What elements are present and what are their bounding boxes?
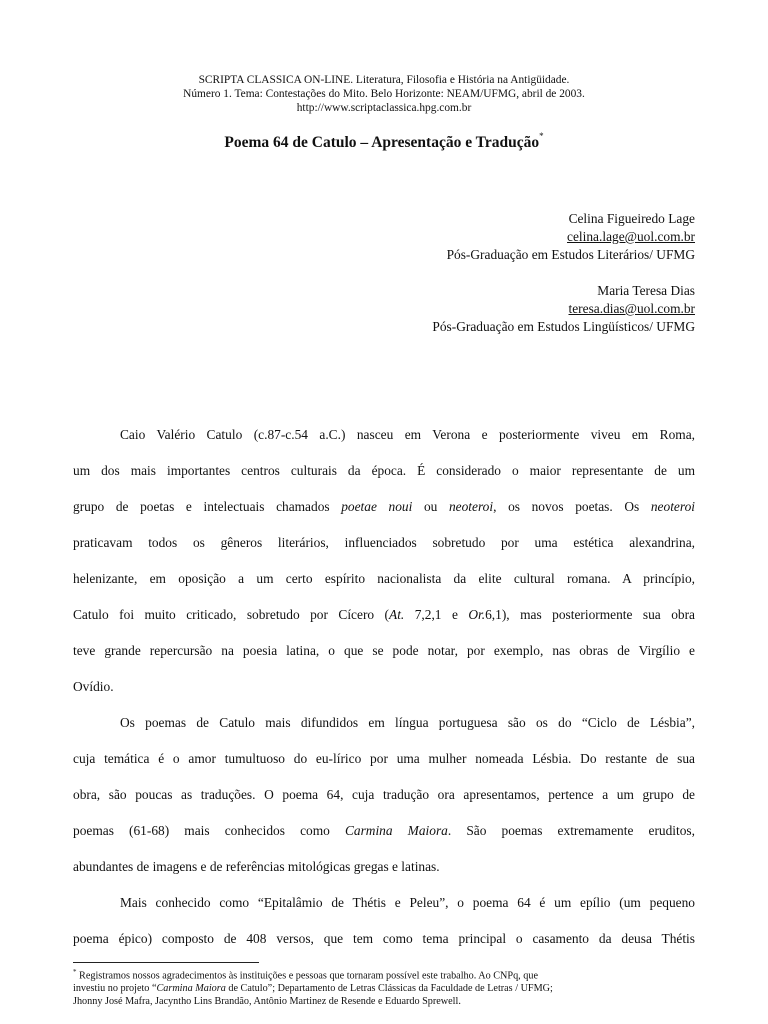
text-line: helenizante, em oposição a um certo espírito nacionalista da elite cultural romana. A princípio, bbox=[73, 571, 695, 586]
author-email-link[interactable]: teresa.dias@uol.com.br bbox=[568, 301, 695, 316]
header-line-2: Número 1. Tema: Contestações do Mito. Belo Horizonte: NEAM/UFMG, abril de 2003. bbox=[183, 88, 585, 100]
author-email-link[interactable]: celina.lage@uol.com.br bbox=[567, 229, 695, 244]
footnote-line: investiu no projeto “Carmina Maiora de Catulo”; Departamento de Letras Clássicas da Faculdade de Letras / UFMG; bbox=[73, 983, 553, 995]
text-line: poema épico) composto de 408 versos, que tem como tema principal o casamento da deusa Thétis bbox=[73, 931, 695, 946]
text-line: um dos mais importantes centros culturais da época. É considerado o maior representante de um bbox=[73, 463, 695, 478]
text-line: Caio Valério Catulo (c.87-c.54 a.C.) nasceu em Verona e posteriormente viveu em Roma, bbox=[120, 427, 695, 442]
footnote-line: * Registramos nossos agradecimentos às instituições e pessoas que tornaram possível este trabalho. Ao CNPq, que bbox=[73, 968, 538, 982]
text-line: Catulo foi muito criticado, sobretudo por Cícero (At. 7,2,1 e Or.6,1), mas posteriormente sua obra bbox=[73, 607, 696, 622]
text-line: Mais conhecido como “Epitalâmio de Thétis e Peleu”, o poema 64 é um epílio (um pequeno bbox=[120, 895, 695, 910]
text-line: teve grande repercursão na poesia latina, o que se pode notar, por exemplo, nas obras de Virgílio e bbox=[73, 643, 695, 658]
footnote-divider bbox=[73, 962, 259, 963]
footnote-line: Jhonny José Mafra, Jacyntho Lins Brandão, Antônio Martinez de Resende e Eduardo Sprewell. bbox=[73, 996, 461, 1008]
text-line: obra, são poucas as traduções. O poema 64, cuja tradução ora apresentamos, pertence a um grupo de bbox=[73, 787, 695, 802]
title-text: Poema 64 de Catulo – Apresentação e Tradução bbox=[224, 134, 540, 151]
text-line: grupo de poetas e intelectuais chamados poetae noui ou neoteroi, os novos poetas. Os neoteroi bbox=[73, 499, 695, 514]
text-line: poemas (61-68) mais conhecidos como Carmina Maiora. São poemas extremamente eruditos, bbox=[73, 823, 695, 838]
journal-header bbox=[0, 73, 768, 115]
author-name: Maria Teresa Dias bbox=[597, 283, 695, 298]
footnote-marker: * bbox=[73, 968, 77, 976]
title-footnote-marker[interactable]: * bbox=[539, 131, 544, 141]
author-list bbox=[432, 210, 695, 354]
author-block bbox=[432, 282, 695, 336]
paragraph-3 bbox=[73, 885, 695, 957]
paragraph-1 bbox=[73, 417, 695, 705]
author-block bbox=[432, 210, 695, 264]
author-affiliation: Pós-Graduação em Estudos Lingüísticos/ UFMG bbox=[432, 319, 695, 334]
body-text bbox=[73, 417, 695, 957]
paragraph-2 bbox=[73, 705, 695, 885]
footnote bbox=[73, 966, 695, 1008]
text-line: praticavam todos os gêneros literários, influenciados sobretudo por uma estética alexandrina, bbox=[73, 535, 695, 550]
paper-title bbox=[0, 131, 768, 152]
header-line-1: SCRIPTA CLASSICA ON-LINE. Literatura, Filosofia e História na Antigüidade. bbox=[198, 74, 570, 86]
text-line: cuja temática é o amor tumultuoso do eu-lírico por uma mulher nomeada Lésbia. Do restante de sua bbox=[73, 751, 695, 766]
text-line: abundantes de imagens e de referências mitológicas gregas e latinas. bbox=[73, 859, 440, 874]
header-url[interactable]: http://www.scriptaclassica.hpg.com.br bbox=[296, 102, 472, 114]
author-name: Celina Figueiredo Lage bbox=[568, 211, 695, 226]
author-affiliation: Pós-Graduação em Estudos Literários/ UFMG bbox=[446, 247, 695, 262]
text-line: Ovídio. bbox=[73, 679, 114, 694]
text-line: Os poemas de Catulo mais difundidos em língua portuguesa são os do “Ciclo de Lésbia”, bbox=[120, 715, 695, 730]
